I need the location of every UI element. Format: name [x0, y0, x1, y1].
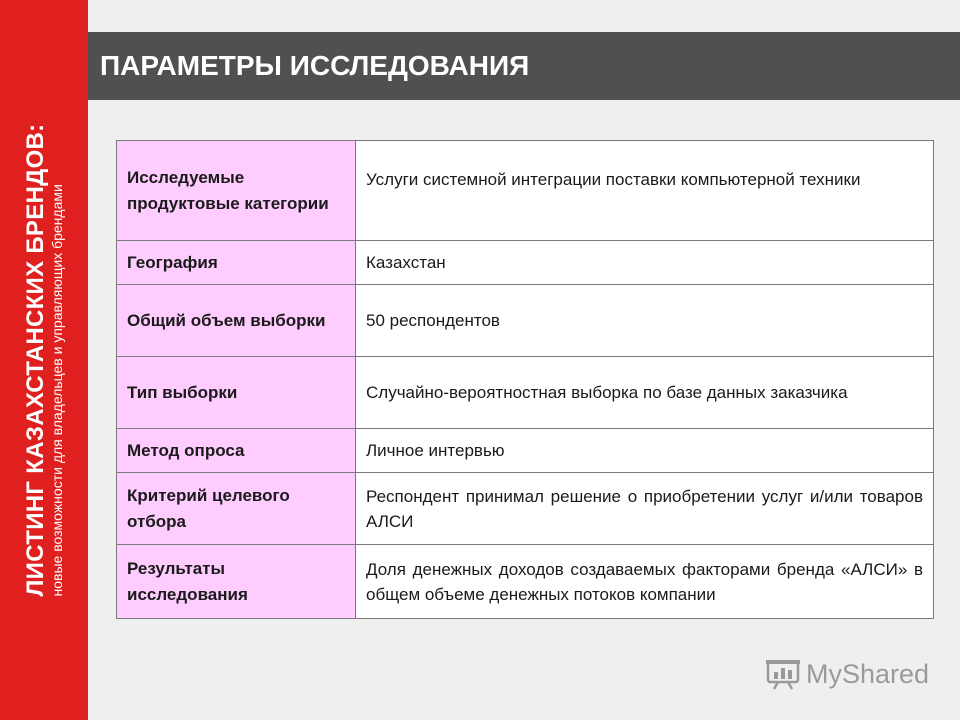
- watermark-logo: [766, 656, 929, 692]
- sidebar-text: [23, 124, 65, 597]
- watermark-text: MyShared: [806, 658, 930, 689]
- row-label: Общий объем выборки: [117, 285, 356, 357]
- parameters-table: [116, 140, 934, 619]
- row-value: Респондент принимал решение о приобретении услуг и/или товаров АЛСИ: [356, 473, 934, 545]
- row-label: Результаты исследования: [117, 545, 356, 619]
- sidebar: [0, 0, 88, 720]
- row-value: Личное интервью: [356, 429, 934, 473]
- table-row: [117, 473, 934, 545]
- row-value: 50 респондентов: [356, 285, 934, 357]
- table-row: [117, 357, 934, 429]
- row-label: Критерий целевого отбора: [117, 473, 356, 545]
- table-row: [117, 429, 934, 473]
- row-label: Метод опроса: [117, 429, 356, 473]
- row-label: Тип выборки: [117, 357, 356, 429]
- presentation-board-icon: [766, 658, 800, 690]
- table-row: [117, 285, 934, 357]
- row-label: Исследуемые продуктовые категории: [117, 141, 356, 241]
- slide-title-bar: [88, 32, 960, 100]
- table-row: [117, 141, 934, 241]
- table-row: [117, 241, 934, 285]
- table-row: [117, 545, 934, 619]
- row-value: Случайно-вероятностная выборка по базе данных заказчика: [356, 357, 934, 429]
- row-value: Казахстан: [356, 241, 934, 285]
- row-label: География: [117, 241, 356, 285]
- row-value: Доля денежных доходов создаваемых факторами бренда «АЛСИ» в общем объеме денежных потоков компании: [356, 545, 934, 619]
- sidebar-title: ЛИСТИНГ КАЗАХСТАНСКИХ БРЕНДОВ:: [22, 123, 49, 597]
- sidebar-subtitle: новые возможности для владельцев и управляющих брендами: [49, 184, 65, 597]
- slide-title: ПАРАМЕТРЫ ИССЛЕДОВАНИЯ: [100, 50, 530, 81]
- row-value: Услуги системной интеграции поставки компьютерной техники: [356, 141, 934, 241]
